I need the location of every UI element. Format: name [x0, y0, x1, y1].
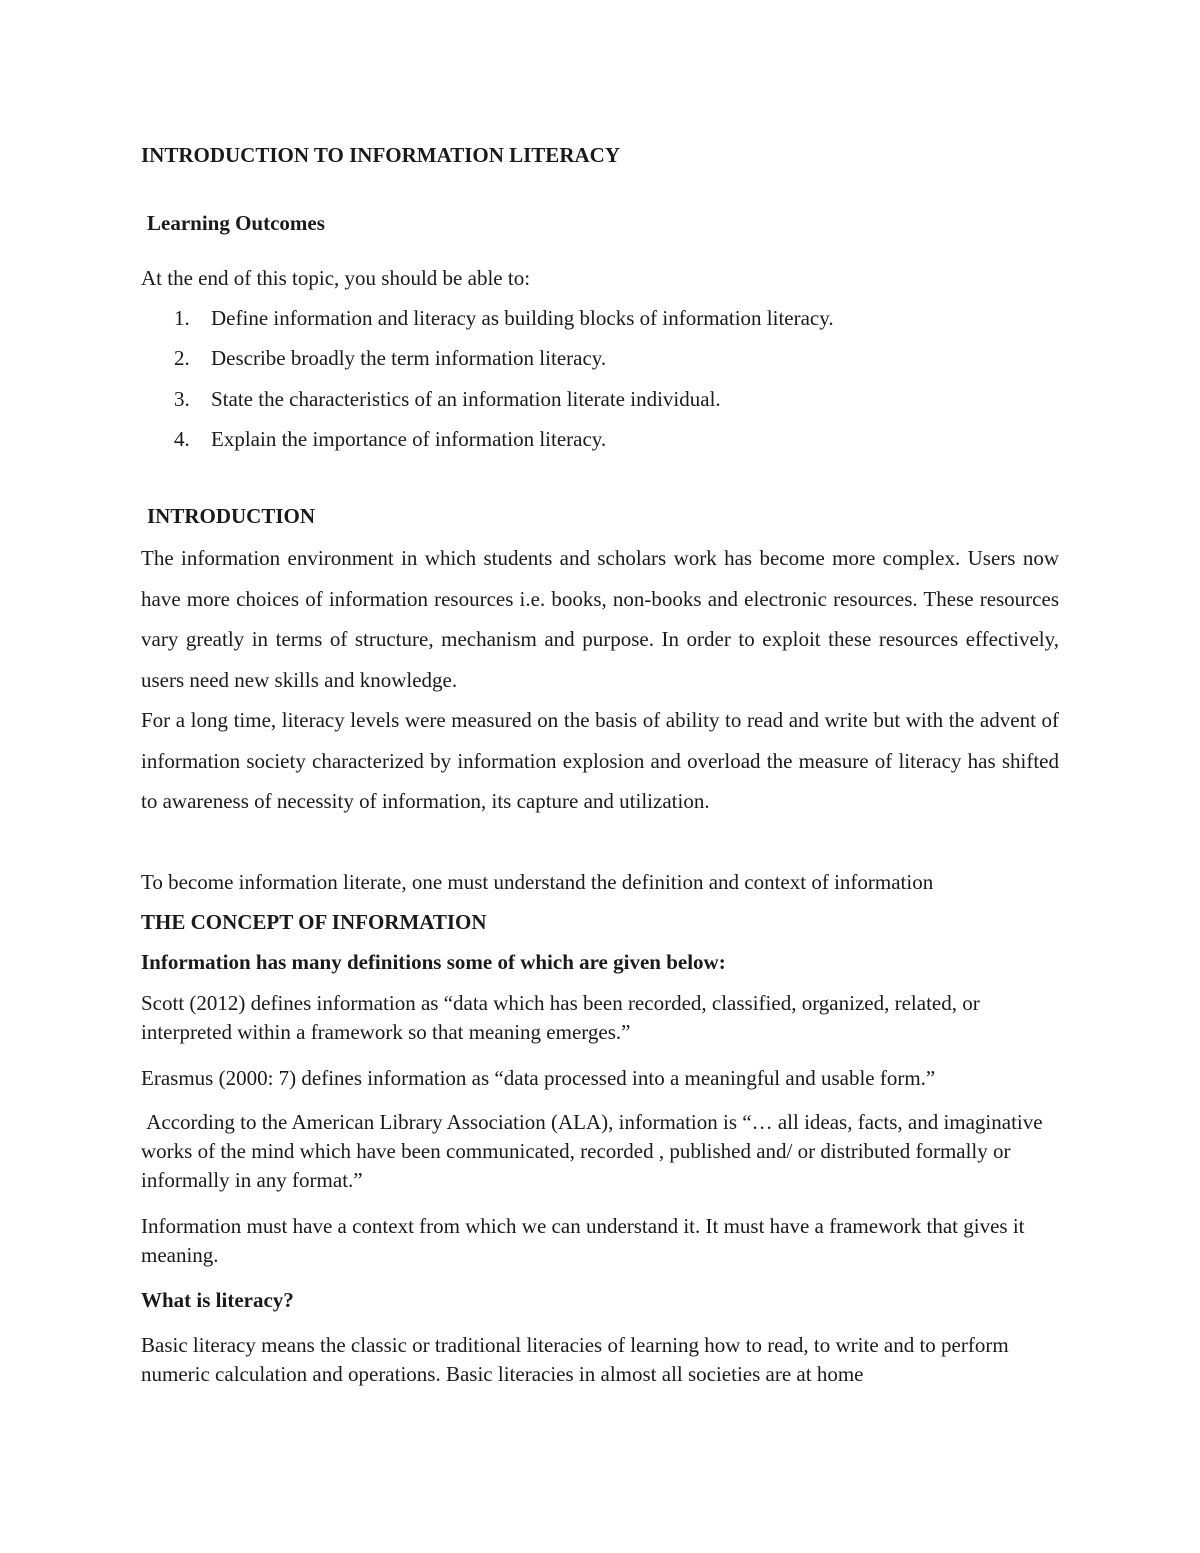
intro-paragraph-3: To become information literate, one must understand the definition and context of information	[141, 870, 934, 894]
outcome-item: 4. Explain the importance of information literacy.	[174, 426, 607, 451]
intro-paragraph-2: For a long time, literacy levels were measured on the basis of ability to read and write but with the advent of information society characterized by information explosion and overload the measure of literacy has shifted to awareness of necessity of information, its capture and utilization.	[141, 708, 1059, 814]
literacy-heading: What is literacy?	[141, 1288, 294, 1312]
introduction-heading: INTRODUCTION	[147, 504, 316, 528]
definition-ala: According to the American Library Association (ALA), information is “… all ideas, facts, and imaginative works of the mind which have been communicated, recorded , published and/ or distributed formally or informally in any format.”	[141, 1110, 1048, 1192]
learning-outcomes-heading: Learning Outcomes	[147, 211, 325, 235]
intro-paragraph-1: The information environment in which students and scholars work has become more complex. Users now have more choices of information resources i.e. books, non-books and electronic resources. These resources vary greatly in terms of structure, mechanism and purpose. In order to exploit these resources effectively, users need new skills and knowledge.	[141, 546, 1059, 693]
definitions-heading: Information has many definitions some of which are given below:	[141, 950, 726, 974]
context-paragraph: Information must have a context from which we can understand it. It must have a framework that gives it meaning.	[141, 1214, 1025, 1267]
concept-heading: THE CONCEPT OF INFORMATION	[141, 910, 487, 934]
outcomes-list	[141, 304, 1059, 465]
outcomes-intro: At the end of this topic, you should be able to:	[141, 266, 531, 290]
definition-scott: Scott (2012) defines information as “data which has been recorded, classified, organized, related, or interpreted within a framework so that meaning emerges.”	[141, 991, 980, 1044]
document-title: INTRODUCTION TO INFORMATION LITERACY	[141, 143, 620, 167]
literacy-paragraph: Basic literacy means the classic or traditional literacies of learning how to read, to write and to perform numeric calculation and operations. Basic literacies in almost all societies are at home	[141, 1333, 1009, 1386]
outcome-item: 2. Describe broadly the term information literacy.	[174, 346, 607, 371]
outcome-item: 3. State the characteristics of an information literate individual.	[174, 386, 721, 411]
definition-erasmus: Erasmus (2000: 7) defines information as “data processed into a meaningful and usable form.”	[141, 1066, 936, 1090]
outcome-item: 1. Define information and literacy as building blocks of information literacy.	[174, 306, 834, 330]
